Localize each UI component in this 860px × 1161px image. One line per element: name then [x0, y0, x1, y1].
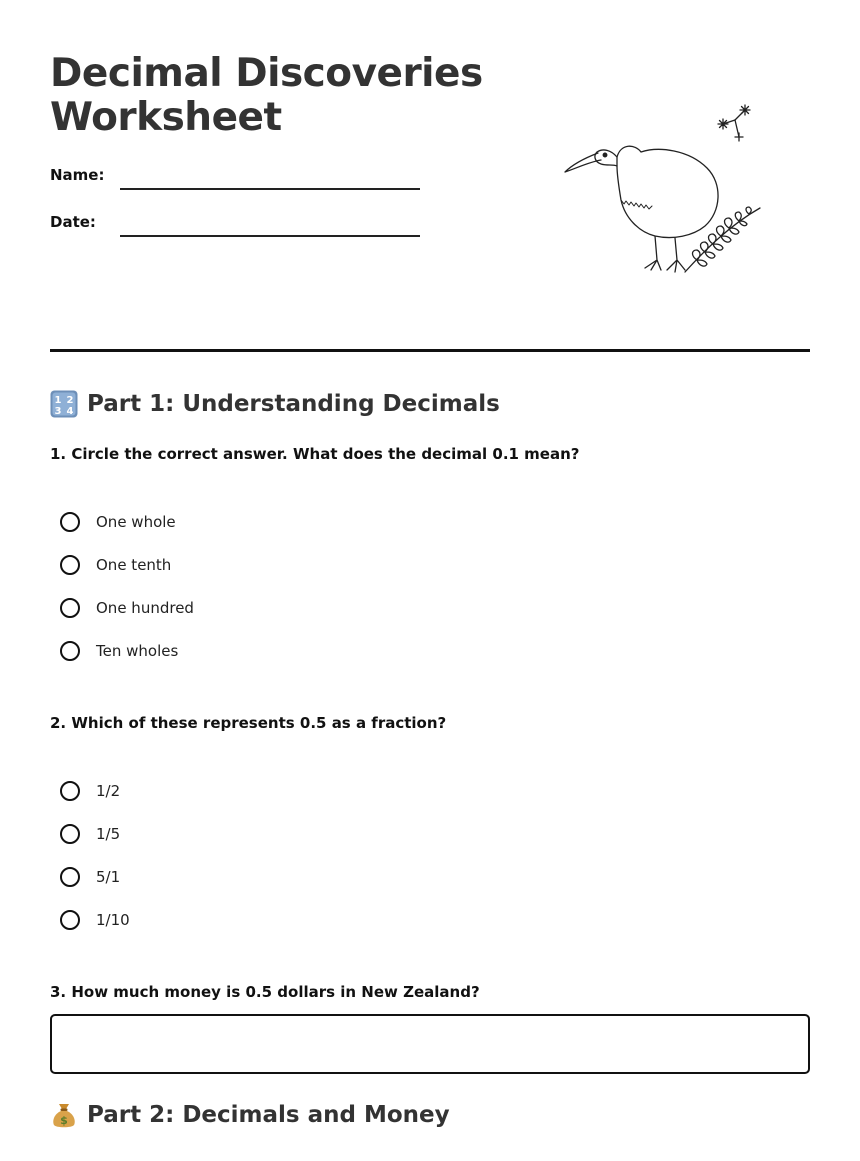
q1-option-1[interactable]	[60, 509, 176, 535]
option-label: One tenth	[96, 556, 172, 574]
q2-option-1[interactable]	[60, 778, 120, 804]
part2-heading-text: Part 2: Decimals and Money	[87, 1102, 450, 1128]
numbers-1234-emoji	[50, 390, 78, 418]
radio-circle[interactable]	[60, 824, 80, 844]
option-label: 5/1	[96, 868, 121, 886]
money-bag-emoji	[50, 1101, 78, 1129]
question-3: 3. How much money is 0.5 dollars in New Zealand?	[50, 983, 480, 1001]
q1-option-4[interactable]	[60, 638, 178, 664]
part1-heading-text: Part 1: Understanding Decimals	[87, 391, 500, 417]
worksheet-title	[50, 52, 483, 140]
part2-heading	[50, 1099, 450, 1131]
radio-circle[interactable]	[60, 641, 80, 661]
q2-option-4[interactable]	[60, 907, 130, 933]
fern-icon	[685, 207, 760, 272]
radio-circle[interactable]	[60, 910, 80, 930]
part1-heading	[50, 388, 500, 420]
option-label: One hundred	[96, 599, 194, 617]
q1-option-2[interactable]	[60, 552, 171, 578]
name-line[interactable]	[120, 188, 420, 190]
name-field[interactable]	[50, 160, 420, 190]
svg-text:2: 2	[66, 395, 74, 406]
question-2: 2. Which of these represents 0.5 as a fraction?	[50, 714, 447, 732]
title-line-2: Worksheet	[50, 95, 282, 140]
date-line[interactable]	[120, 235, 420, 237]
radio-circle[interactable]	[60, 781, 80, 801]
header-divider	[50, 349, 810, 352]
date-label: Date:	[50, 213, 96, 231]
option-label: 1/5	[96, 825, 121, 843]
q2-option-2[interactable]	[60, 821, 120, 847]
star-cluster-icon	[718, 105, 750, 141]
kiwi-bird-icon	[555, 100, 770, 280]
q1-option-3[interactable]	[60, 595, 194, 621]
name-label: Name:	[50, 166, 105, 184]
option-label: 1/2	[96, 782, 121, 800]
q2-option-3[interactable]	[60, 864, 120, 890]
option-label: Ten wholes	[96, 642, 179, 660]
q3-answer-box[interactable]	[50, 1014, 810, 1074]
svg-text:$: $	[60, 1114, 68, 1127]
title-line-1: Decimal Discoveries	[50, 51, 483, 96]
radio-circle[interactable]	[60, 867, 80, 887]
svg-text:4: 4	[66, 406, 74, 417]
radio-circle[interactable]	[60, 512, 80, 532]
svg-text:3: 3	[54, 406, 62, 417]
option-label: 1/10	[96, 911, 130, 929]
radio-circle[interactable]	[60, 555, 80, 575]
svg-text:1: 1	[54, 395, 62, 406]
date-field[interactable]	[50, 207, 420, 237]
radio-circle[interactable]	[60, 598, 80, 618]
question-1: 1. Circle the correct answer. What does the decimal 0.1 mean?	[50, 445, 580, 463]
option-label: One whole	[96, 513, 176, 531]
